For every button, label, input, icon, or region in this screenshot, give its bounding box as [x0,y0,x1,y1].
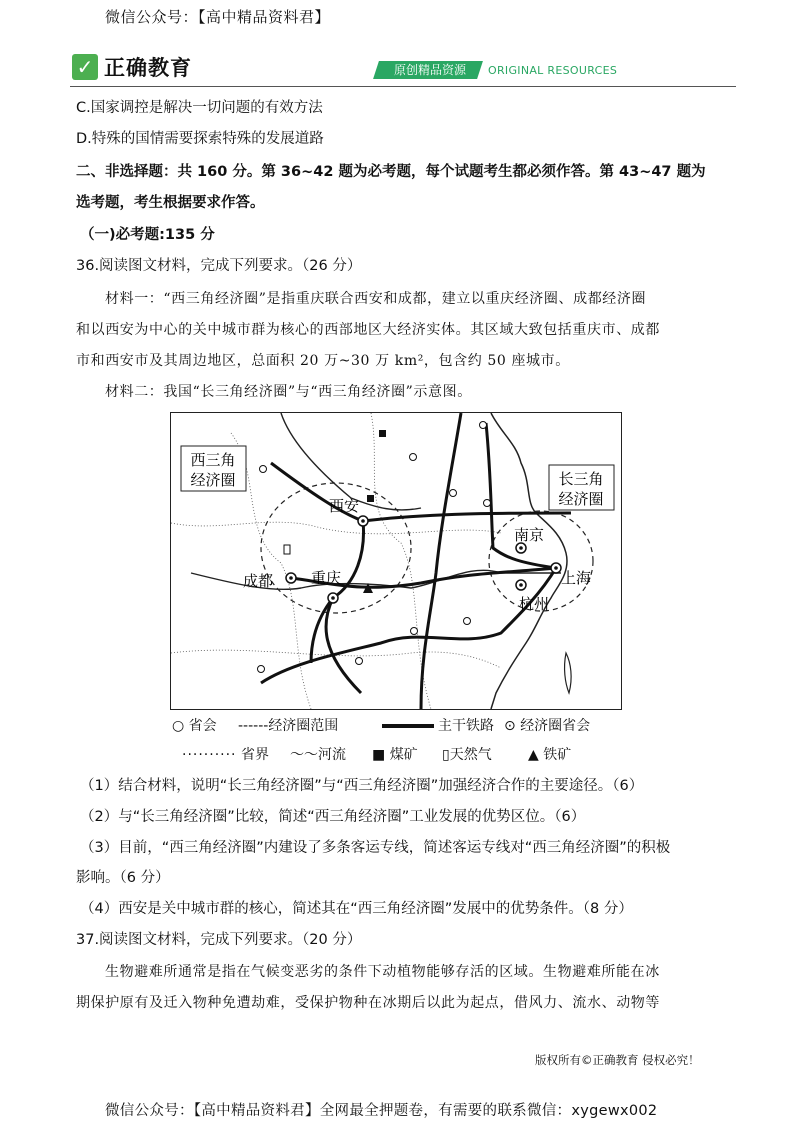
legend-coal: ■ 煤矿 [372,747,418,763]
legend-range: ------经济圈范围 [238,718,339,734]
material-1-line-3: 市和西安市及其周边地区，总面积 20 万~30 万 km²，包含约 50 座城市。 [76,353,570,369]
question-37: 37.阅读图文材料，完成下列要求。（20 分） [76,932,362,948]
coastline [491,413,567,709]
legend-river: 〜〜河流 [290,747,346,763]
question-36-1: （1）结合材料，说明“长三角经济圈”与“西三角经济圈”加强经济合作的主要途径。（6） [80,778,644,794]
gas-icon: ▯ [442,747,450,763]
river-yellow [281,413,421,510]
legend-iron: ▲ 铁矿 [528,747,572,763]
required-heading: （一)必考题:135 分 [80,227,215,243]
legend-capital: ○ 省会 [172,718,217,734]
legend-railway: 主干铁路 [382,715,494,735]
taiwan-island [565,653,572,693]
coal-icon: ■ [372,747,386,763]
top-wechat-text: 微信公众号：【高中精品资料君】 [105,8,331,26]
question-36-3-line-2: 影响。（6 分） [76,870,170,886]
city-chengdu: 成都 [243,572,274,590]
banner-cn: 原创精品资源 [394,63,467,77]
material-1-line-2: 和以西安为中心的关中城市群为核心的西部地区大经济实体。其区域大致包括重庆市、成都 [76,322,660,338]
map-svg [171,413,621,709]
legend-gas: ▯天然气 [442,747,492,763]
circle-capital-icon: ⊙ [504,718,516,734]
west-circle-label-1: 西三角 [190,451,236,469]
river-icon: 〜〜 [290,747,318,763]
city-shanghai: 上海 [561,569,592,587]
province-border [171,522,501,534]
material-1-line-1: 材料一：“西三角经济圈”是指重庆联合西安和成都，建立以重庆经济圈、成都经济圈 [105,291,647,307]
dashed-line-icon: ------ [238,718,269,734]
dotted-line-icon: ·········· [182,747,237,763]
capital-legend-icon: ○ [172,718,185,734]
bottom-wechat-text: 微信公众号：【高中精品资料君】全网最全押题卷，有需要的联系微信：xygewx002 [105,1103,658,1119]
railway-line-icon [382,724,434,728]
passage-37-line-1: 生物避难所通常是指在气候变恶劣的条件下动植物能够存活的区域。生物避难所能在冰 [105,964,660,980]
section-title-line-2: 选考题，考生根据要求作答。 [76,195,265,211]
brand-logo [72,52,192,82]
section-title-line-1: 二、非选择题：共 160 分。第 36~42 题为必考题，每个试题考生都必须作答。第 43~47 题为 [76,164,706,180]
question-36: 36.阅读图文材料，完成下列要求。（26 分） [76,258,362,274]
banner-en: ORIGINAL RESOURCES [488,63,618,77]
option-d: D.特殊的国情需要探索特殊的发展道路 [76,131,324,147]
legend-circle-capital: ⊙ 经济圈省会 [504,718,591,734]
copyright-notice: 版权所有©正确教育 侵权必究！ [535,1053,700,1067]
city-nanjing: 南京 [514,526,545,544]
city-chongqing: 重庆 [311,569,342,587]
city-hangzhou: 杭州 [519,595,550,613]
west-circle-label-2: 经济圈 [190,471,236,489]
header-banner [376,61,617,79]
header-divider [70,86,736,87]
check-icon: ✓ [72,54,98,80]
economic-circle-map [170,412,622,710]
city-xian: 西安 [329,497,360,515]
east-circle-label-2: 经济圈 [558,490,604,508]
passage-37-line-2: 期保护原有及迁入物种免遭劫难，受保护物种在冰期后以此为起点，借风力、流水、动物等 [76,995,660,1011]
coal-mine-icon [367,495,374,502]
legend-border: ·········· 省界 [182,747,269,763]
question-36-2: （2）与“长三角经济圈”比较，简述“西三角经济圈”工业发展的优势区位。（6） [80,809,586,825]
material-2-line: 材料二：我国“长三角经济圈”与“西三角经济圈”示意图。 [105,384,472,400]
question-36-4: （4）西安是关中城市群的核心，简述其在“西三角经济圈”发展中的优势条件。（8 分） [80,901,633,917]
natural-gas-icon [284,545,290,554]
capital-markers [258,422,491,673]
logo-text: 正确教育 [104,56,192,80]
question-36-3-line-1: （3）目前，“西三角经济圈”内建设了多条客运专线，简述客运专线对“西三角经济圈”的积极 [80,840,671,856]
coal-mine-icon [379,430,386,437]
east-circle-label-1: 长三角 [558,470,604,488]
iron-icon: ▲ [528,747,539,763]
option-c: C.国家调控是解决一切问题的有效方法 [76,100,323,116]
